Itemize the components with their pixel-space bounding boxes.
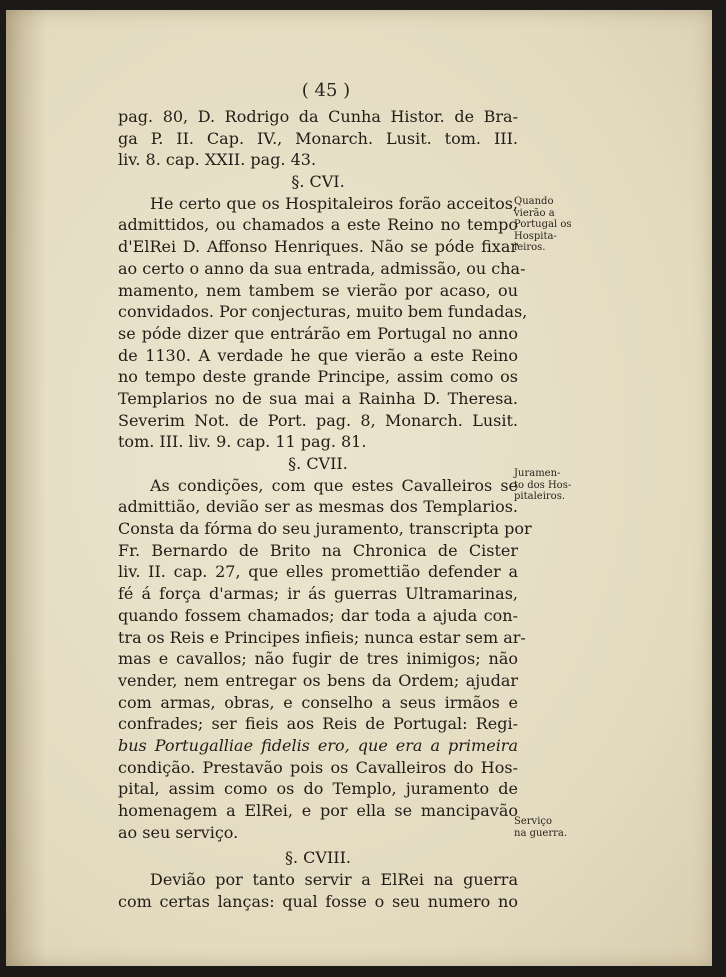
text-line: ga P. II. Cap. IV., Monarch. Lusit. tom. III. xyxy=(118,128,518,148)
text-line: He certo que os Hospitaleiros forão acceitos, xyxy=(150,193,518,213)
text-line: Fr. Bernardo de Brito na Chronica de Cister xyxy=(118,540,518,560)
text-line: mamento, nem tambem se vierão por acaso, ou xyxy=(118,280,518,300)
text-line: admittidos, ou chamados a este Reino no tempo xyxy=(118,215,518,235)
text-line: admittião, devião ser as mesmas dos Templarios. xyxy=(118,497,518,517)
section-heading: §. CVIII. xyxy=(284,848,351,868)
marginal-note-line: vierão a xyxy=(514,207,555,219)
text-line: ao certo o anno da sua entrada, admissão, ou cha- xyxy=(118,258,526,278)
marginal-note-line: Hospita- xyxy=(514,230,557,242)
text-line: Consta da fórma do seu juramento, transcripta por xyxy=(118,519,532,539)
page-spine-shadow xyxy=(6,10,46,966)
marginal-note xyxy=(514,816,580,839)
page-body xyxy=(118,106,532,912)
text-line: pital, assim como os do Templo, juramento de xyxy=(118,779,518,799)
marginal-note-line: Portugal os xyxy=(514,219,572,230)
marginal-note-line: Quando xyxy=(514,196,554,207)
text-line: convidados. Por conjecturas, muito bem fundadas, xyxy=(118,302,528,322)
text-line: vender, nem entregar os bens da Ordem; ajudar xyxy=(118,670,518,690)
marginal-note xyxy=(514,468,580,503)
text-line: tom. III. liv. 9. cap. 11 pag. 81. xyxy=(118,432,367,452)
marginal-note-line: Juramen- xyxy=(514,468,561,479)
text-line: no tempo deste grande Principe, assim como os xyxy=(118,367,518,387)
text-line: com certas lanças: qual fosse o seu numero no xyxy=(118,891,518,911)
text-line: Templarios no de sua mai a Rainha D. Theresa. xyxy=(118,388,518,408)
book-page xyxy=(6,10,712,966)
text-line: As condições, com que estes Cavalleiros se xyxy=(150,475,518,495)
text-line: Severim Not. de Port. pag. 8, Monarch. Lusit. xyxy=(118,410,518,430)
text-line: ao seu serviço. xyxy=(118,822,239,842)
text-line: d'ElRei D. Affonso Henriques. Não se póde fixar xyxy=(118,237,518,257)
text-line: de 1130. A verdade he que vierão a este Reino xyxy=(118,345,518,365)
marginal-note-line: leiros. xyxy=(514,242,546,253)
marginal-note-line: to dos Hos- xyxy=(514,479,572,491)
marginal-note-line: na guerra. xyxy=(514,827,568,839)
text-line: quando fossem chamados; dar toda a ajuda con- xyxy=(118,605,518,625)
text-line: fé á força d'armas; ir ás guerras Ultramarinas, xyxy=(118,584,518,604)
text-line: Devião por tanto servir a ElRei na guerra xyxy=(150,870,518,890)
text-line: homenagem a ElRei, e por ella se mancipavão xyxy=(118,801,518,820)
text-line: confrades; ser fieis aos Reis de Portugal: Regi- xyxy=(118,714,518,734)
text-line: condição. Prestavão pois os Cavalleiros do Hos- xyxy=(118,757,518,777)
text-line: mas e cavallos; não fugir de tres inimigos; não xyxy=(118,649,518,669)
text-line: tra os Reis e Principes infieis; nunca estar sem ar- xyxy=(118,627,526,647)
marginal-note-line: Serviço xyxy=(514,816,553,827)
text-line: pag. 80, D. Rodrigo da Cunha Histor. de Bra- xyxy=(118,107,518,126)
text-line: liv. II. cap. 27, que elles promettião defender a xyxy=(118,562,518,582)
text-line: liv. 8. cap. XXII. pag. 43. xyxy=(118,150,317,170)
marginal-note-line: pitaleiros. xyxy=(514,491,566,502)
section-heading: §. CVI. xyxy=(291,172,345,192)
text-line: bus Portugalliae fidelis ero, que era a primeira xyxy=(118,735,518,755)
marginal-note xyxy=(514,196,580,254)
text-line: se póde dizer que entrárão em Portugal no anno xyxy=(118,323,518,343)
section-heading: §. CVII. xyxy=(288,454,348,473)
text-line: com armas, obras, e conselho a seus irmãos e xyxy=(118,692,518,712)
page-number: ( 45 ) xyxy=(301,80,351,101)
